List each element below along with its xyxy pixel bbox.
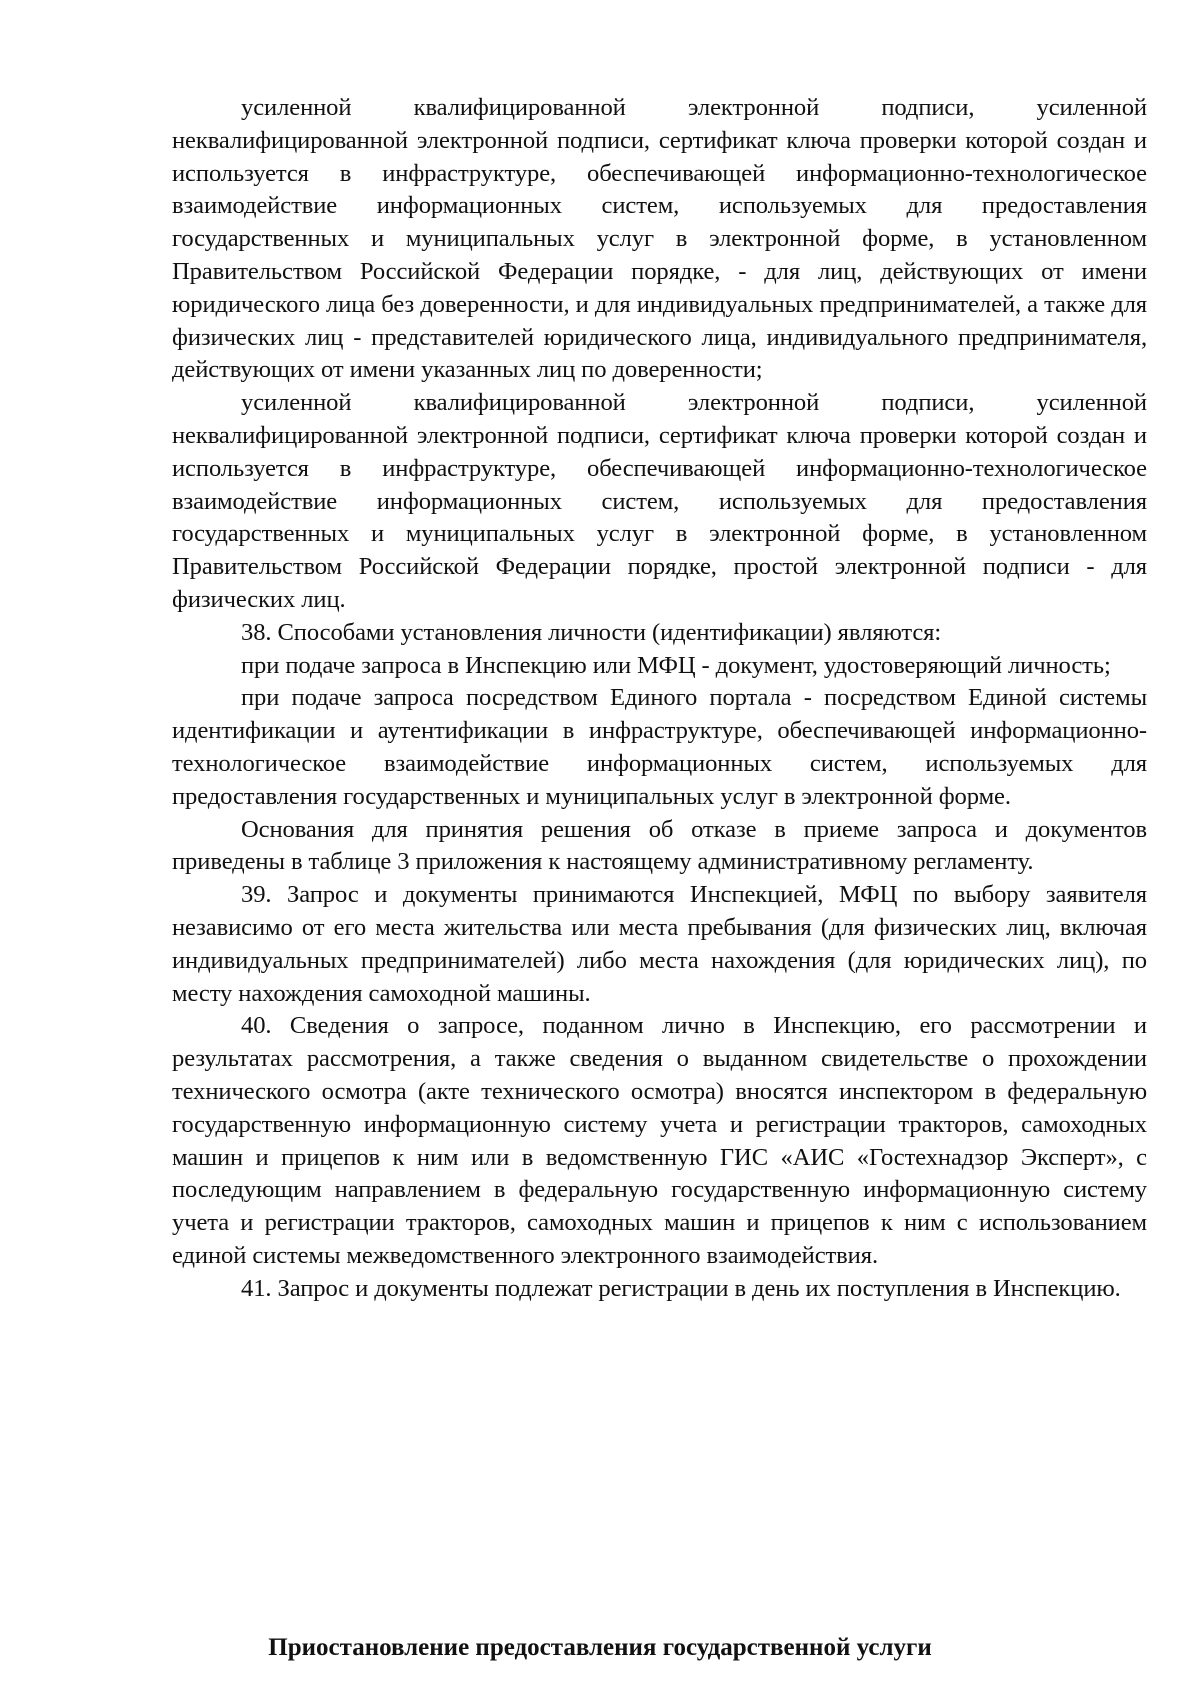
- paragraph-39-acceptance: 39. Запрос и документы принимаются Инспекцией, МФЦ по выбору заявителя независимо от его места жительства или места пребывания (для физических лиц, включая индивидуальных предпринимателей) либо места нахождения (для юридических лиц), по месту нахождения самоходной машины.: [172, 881, 1147, 1007]
- paragraph-signature-individuals: усиленной квалифицированной электронной подписи, усиленной неквалифицированной электронной подписи, сертификат ключа проверки которой создан и используется в инфраструктуре, обеспечивающей информационно-технологическое взаимодействие информационных систем, используемых для предоставления государственных и муниципальных услуг в электронной форме, в установленном Правительством Российской Федерации порядке, простой электронной подписи - для физических лиц.: [172, 389, 1147, 613]
- paragraph-refusal-grounds: Основания для принятия решения об отказе в приеме запроса и документов приведены в таблице 3 приложения к настоящему административному регламенту.: [172, 815, 1147, 876]
- section-heading: Приостановление предоставления государственной услуги: [268, 1634, 932, 1661]
- paragraph-identification-in-person: при подаче запроса в Инспекцию или МФЦ - документ, удостоверяющий личность;: [241, 651, 1111, 679]
- paragraph-41-registration: 41. Запрос и документы подлежат регистрации в день их поступления в Инспекцию.: [241, 1274, 1121, 1302]
- paragraph-signature-legal-entities: усиленной квалифицированной электронной подписи, усиленной неквалифицированной электронной подписи, сертификат ключа проверки которой создан и используется в инфраструктуре, обеспечивающей информационно-технологическое взаимодействие информационных систем, используемых для предоставления государственных и муниципальных услуг в электронной форме, в установленном Правительством Российской Федерации порядке, - для лиц, действующих от имени юридического лица без доверенности, и для индивидуальных предпринимателей, а также для физических лиц - представителей юридического лица, индивидуального предпринимателя, действующих от имени указанных лиц по доверенности;: [172, 94, 1147, 384]
- paragraph-38-identification-methods: 38. Способами установления личности (идентификации) являются:: [241, 618, 942, 646]
- document-body: [172, 92, 1147, 1305]
- paragraph-identification-unified-portal: при подаче запроса посредством Единого портала - посредством Единой системы идентификации и аутентификации в инфраструктуре, обеспечивающей информационно-технологическое взаимодействие информационных систем, используемых для предоставления государственных и муниципальных услуг в электронной форме.: [172, 684, 1147, 810]
- paragraph-40-information-entry: 40. Сведения о запросе, поданном лично в Инспекцию, его рассмотрении и результатах рассмотрения, а также сведения о выданном свидетельстве о прохождении технического осмотра (акте технического осмотра) вносятся инспектором в федеральную государственную информационную систему учета и регистрации тракторов, самоходных машин и прицепов к ним или в ведомственную ГИС «АИС «Гостехнадзор Эксперт», с последующим направлением в федеральную государственную информационную систему учета и регистрации тракторов, самоходных машин и прицепов к ним с использованием единой системы межведомственного электронного взаимодействия.: [172, 1012, 1147, 1269]
